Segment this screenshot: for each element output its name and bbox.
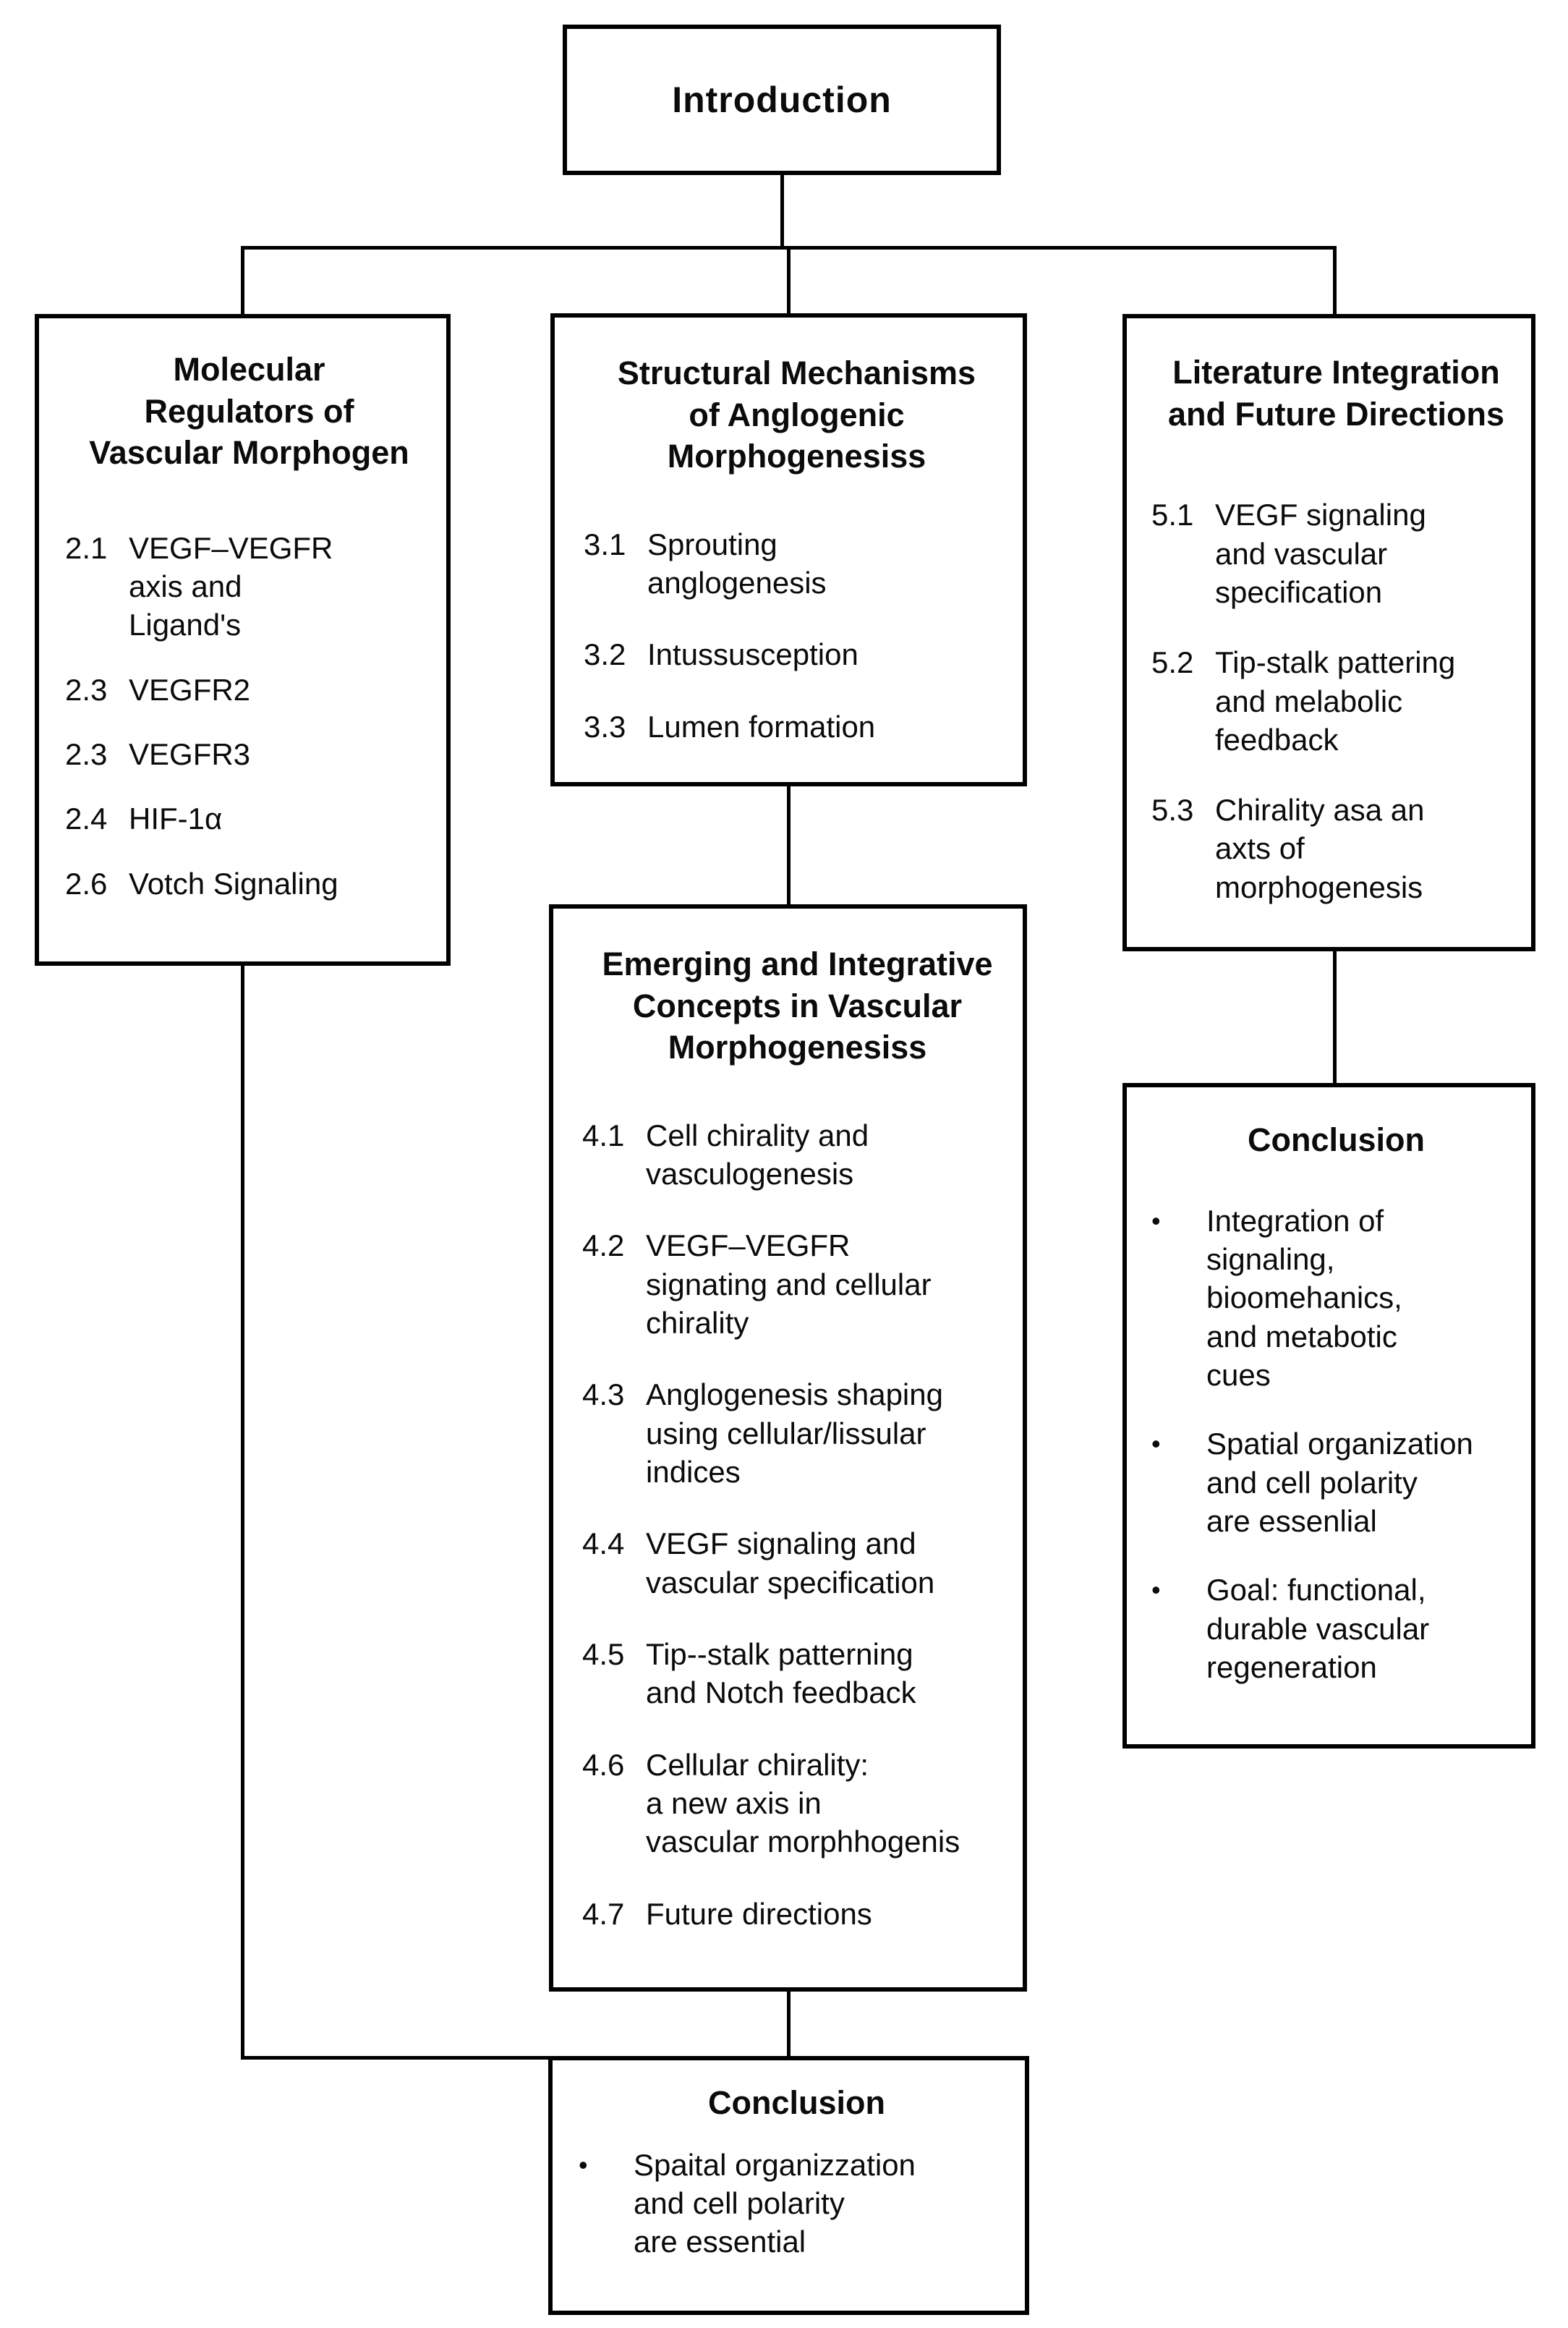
item-text: Chirality asa an axts of morphogenesis xyxy=(1215,793,1425,904)
item-number: 4.1 xyxy=(582,1118,625,1152)
title-line: Conclusion xyxy=(708,2084,885,2121)
connector-right1-to-right2 xyxy=(1333,949,1337,1085)
bullet-text: Goal: functional, durable vascular regeneration xyxy=(1206,1573,1430,1684)
item-text: Future directions xyxy=(646,1896,872,1931)
section-list xyxy=(582,1116,1013,1933)
item-text: Cellular chirality: a new axis in vascular morphhogenis xyxy=(646,1747,960,1859)
item-number: 2.1 xyxy=(65,530,108,565)
item-text: Cell chirality and vasculogenesis xyxy=(646,1118,869,1191)
item-number: 4.7 xyxy=(582,1896,625,1931)
list-item xyxy=(584,635,1010,674)
box-title xyxy=(582,943,1013,1069)
title-line: Vascular Morphogen xyxy=(89,434,409,472)
item-number: 3.3 xyxy=(584,709,626,744)
item-text: Anglogenesis shaping using cellular/lissular indices xyxy=(646,1377,943,1490)
item-text: Lumen formation xyxy=(647,709,876,744)
item-number: 3.1 xyxy=(584,527,626,561)
item-text: HIF-1α xyxy=(129,802,223,836)
bullet-icon: • xyxy=(1151,1205,1161,1236)
bullet-icon: • xyxy=(1151,1429,1161,1459)
emerging-concepts-box xyxy=(549,904,1027,1992)
bullet-icon: • xyxy=(579,2149,588,2180)
item-text: VEGFR2 xyxy=(129,672,251,707)
bullet-item xyxy=(1151,1424,1521,1540)
item-number: 4.3 xyxy=(582,1377,625,1412)
box-title xyxy=(1151,1119,1521,1161)
connector-mid2-to-conclusion xyxy=(787,1989,791,2058)
item-number: 4.2 xyxy=(582,1228,625,1263)
list-item xyxy=(65,799,433,838)
section-list xyxy=(584,525,1010,746)
intro-box xyxy=(563,25,1001,175)
item-text: VEGF–VEGFR axis and Ligand's xyxy=(129,530,333,642)
item-number: 4.6 xyxy=(582,1747,625,1782)
item-number: 4.4 xyxy=(582,1526,625,1561)
right-conclusion-box xyxy=(1122,1083,1535,1749)
item-number: 2.6 xyxy=(65,866,108,901)
item-text: Tip-stalk pattering and melabolic feedback xyxy=(1215,645,1456,757)
bullet-list xyxy=(1151,1202,1521,1687)
item-number: 5.1 xyxy=(1151,498,1194,532)
item-text: VEGF signaling and vascular specification xyxy=(1215,498,1426,609)
intro-title: Introduction xyxy=(672,80,892,120)
item-text: VEGF signaling and vascular specification xyxy=(646,1526,935,1600)
bullet-icon: • xyxy=(1151,1575,1161,1605)
connector-intro-down xyxy=(780,174,784,248)
title-line: of Anglogenic xyxy=(689,396,905,433)
item-number: 2.4 xyxy=(65,802,108,836)
title-line: Morphogenesiss xyxy=(668,1029,927,1066)
connector-left-drop xyxy=(241,246,244,315)
list-item xyxy=(582,1635,1013,1712)
list-item xyxy=(582,1116,1013,1194)
title-line: Concepts in Vascular xyxy=(632,987,963,1024)
list-item xyxy=(582,1226,1013,1342)
bullet-item xyxy=(1151,1571,1521,1686)
section-list xyxy=(65,529,433,903)
title-line: Literature Integration xyxy=(1172,354,1500,391)
title-line: and Future Directions xyxy=(1167,395,1505,433)
bullet-text: Integration of signaling, bioomehanics, and metabotic cues xyxy=(1206,1203,1402,1392)
list-item xyxy=(584,525,1010,603)
connector-bottom-horizontal xyxy=(241,2056,553,2060)
list-item xyxy=(65,864,433,903)
list-item xyxy=(65,671,433,709)
list-item xyxy=(584,708,1010,746)
item-text: VEGFR3 xyxy=(129,737,251,772)
item-text: VEGF–VEGFR signating and cellular chirality xyxy=(646,1228,932,1341)
item-text: Sprouting anglogenesis xyxy=(647,527,827,600)
bullet-list xyxy=(579,2146,1015,2261)
title-line: Morphogenesiss xyxy=(667,438,926,475)
box-title xyxy=(1151,352,1521,435)
bottom-conclusion-box xyxy=(548,2056,1029,2315)
section-list xyxy=(1151,496,1521,906)
item-number: 2.3 xyxy=(65,737,108,772)
item-number: 2.3 xyxy=(65,672,108,707)
title-line: Structural Mechanisms xyxy=(617,354,976,391)
list-item xyxy=(582,1375,1013,1491)
item-number: 4.5 xyxy=(582,1637,625,1672)
title-line: Conclusion xyxy=(1248,1121,1425,1158)
list-item xyxy=(1151,791,1521,906)
list-item xyxy=(582,1524,1013,1602)
item-number: 5.3 xyxy=(1151,793,1194,828)
connector-mid1-to-mid2 xyxy=(787,783,791,906)
list-item xyxy=(65,529,433,645)
list-item xyxy=(582,1895,1013,1933)
item-number: 5.2 xyxy=(1151,645,1194,680)
title-line: Regulators of xyxy=(144,392,354,430)
list-item xyxy=(1151,643,1521,759)
list-item xyxy=(65,735,433,773)
item-number: 3.2 xyxy=(584,637,626,672)
list-item xyxy=(582,1746,1013,1861)
item-text: Tip--stalk patterning and Notch feedback xyxy=(646,1637,916,1710)
box-title xyxy=(584,352,1010,477)
bullet-text: Spaital organizzation and cell polarity are essential xyxy=(634,2147,916,2259)
bullet-item xyxy=(1151,1202,1521,1395)
connector-right-drop xyxy=(1333,246,1337,315)
connector-left-long-down xyxy=(241,962,244,2060)
item-text: Votch Signaling xyxy=(129,866,338,901)
literature-integration-box xyxy=(1122,314,1535,951)
title-line: Emerging and Integrative xyxy=(602,946,993,982)
structural-mechanisms-box xyxy=(550,313,1027,786)
molecular-regulators-box xyxy=(35,314,451,966)
box-title xyxy=(579,2082,1015,2124)
title-line: Molecular xyxy=(173,351,325,388)
item-text: Intussusception xyxy=(647,637,858,672)
connector-mid-drop xyxy=(787,246,791,315)
box-title xyxy=(65,349,433,474)
bullet-text: Spatial organization and cell polarity are essenlial xyxy=(1206,1427,1473,1538)
list-item xyxy=(1151,496,1521,611)
bullet-item xyxy=(579,2146,1015,2261)
